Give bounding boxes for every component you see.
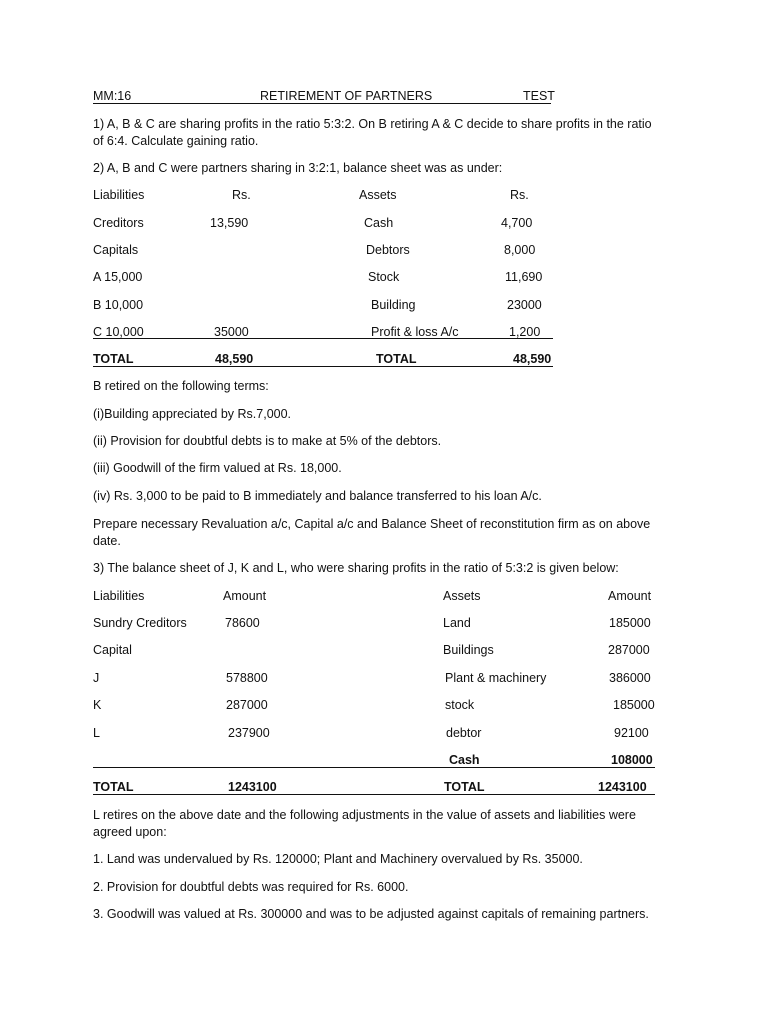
q3-row-amount: 287000 [226,698,268,712]
q2-row-asset: Profit & loss A/c [371,325,459,339]
q2-row-asset-amount: 8,000 [504,243,536,257]
q3-row-asset: Buildings [443,643,494,657]
q2-term: (iv) Rs. 3,000 to be paid to B immediately and balance transferred to his loan A/c. [93,489,542,503]
q2-header-assets: Assets [359,188,397,202]
q2-total-label: TOTAL [93,352,134,366]
q3-adjustment: 2. Provision for doubtful debts was required for Rs. 6000. [93,880,409,894]
q3-total-label: TOTAL [93,780,134,794]
q3-subtotal-rule [93,767,655,768]
q2-term: (i)Building appreciated by Rs.7,000. [93,407,292,421]
q2-row-asset: Cash [364,216,394,230]
q3-row-asset: Land [443,616,471,630]
q3-row-asset-amount: 287000 [608,643,650,657]
q3-total-label-assets: TOTAL [444,780,485,794]
q2-subtotal-rule [93,338,553,339]
q3-row-asset-amount: 92100 [614,726,649,740]
q3-header-assets: Assets [443,589,481,603]
q3-row-liability: J [93,671,100,685]
q3-row-asset: stock [445,698,475,712]
q3-adjustment: 3. Goodwill was valued at Rs. 300000 and was to be adjusted against capitals of remaining partners. [93,907,649,921]
q2-row-liability: C 10,000 [93,325,144,339]
q3-row-asset: Plant & machinery [445,671,547,685]
header-underline [93,103,551,104]
q2-row-liability: B 10,000 [93,298,144,312]
test-label: TEST [523,89,555,103]
marks-label: MM:16 [93,89,132,103]
q2-total-amount-assets: 48,590 [513,352,552,366]
q3-adjustment: 1. Land was undervalued by Rs. 120000; Plant and Machinery overvalued by Rs. 35000. [93,852,583,866]
q2-row-asset-amount: 1,200 [509,325,541,339]
q3-retire-statement: L retires on the above date and the following adjustments in the value of assets and liabilities were agreed upon: [93,808,636,839]
q2-total-amount: 48,590 [215,352,254,366]
question-3-intro: 3) The balance sheet of J, K and L, who were sharing profits in the ratio of 5:3:2 is given below: [93,561,619,575]
q3-total-amount-assets: 1243100 [598,780,647,794]
q3-row-asset-amount: 386000 [609,671,651,685]
q2-row-amount: 13,590 [210,216,249,230]
q2-row-liability: Creditors [93,216,144,230]
q3-total-amount: 1243100 [228,780,277,794]
q2-total-rule [93,366,553,367]
q3-row-liability: K [93,698,102,712]
q3-row-asset-amount: 185000 [609,616,651,630]
q2-row-liability: Capitals [93,243,139,257]
q2-term: (ii) Provision for doubtful debts is to make at 5% of the debtors. [93,434,442,448]
q3-row-asset-amount: 108000 [611,753,653,767]
q2-header-rs1: Rs. [232,188,251,202]
question-1: 1) A, B & C are sharing profits in the ratio 5:3:2. On B retiring A & C decide to share profits in the ratio of 6:4. Calculate gaining ratio. [93,117,652,148]
q2-header-rs2: Rs. [510,188,529,202]
q3-row-liability: L [93,726,100,740]
q3-row-liability: Sundry Creditors [93,616,187,630]
q3-row-asset: Cash [449,753,480,767]
q3-header-liabilities: Liabilities [93,589,145,603]
q2-row-amount: 35000 [214,325,249,339]
q3-row-amount: 78600 [225,616,260,630]
q2-row-asset: Debtors [366,243,410,257]
q2-terms-intro: B retired on the following terms: [93,379,269,393]
q2-prepare-instruction: Prepare necessary Revaluation a/c, Capital a/c and Balance Sheet of reconstitution firm as on above date. [93,517,651,548]
question-2-intro: 2) A, B and C were partners sharing in 3:2:1, balance sheet was as under: [93,161,503,175]
q2-total-label-assets: TOTAL [376,352,417,366]
q3-header-amount2: Amount [608,589,652,603]
page-title: RETIREMENT OF PARTNERS [260,89,433,103]
q3-row-amount: 578800 [226,671,268,685]
q3-row-liability: Capital [93,643,132,657]
q2-row-asset-amount: 4,700 [501,216,533,230]
q2-row-asset-amount: 11,690 [505,270,543,284]
q2-row-asset: Building [371,298,416,312]
q3-row-amount: 237900 [228,726,270,740]
q3-header-amount1: Amount [223,589,267,603]
q2-row-asset: Stock [368,270,400,284]
q3-row-asset: debtor [446,726,482,740]
q2-term: (iii) Goodwill of the firm valued at Rs. 18,000. [93,461,342,475]
q3-row-asset-amount: 185000 [613,698,655,712]
q2-row-asset-amount: 23000 [507,298,542,312]
q2-row-liability: A 15,000 [93,270,143,284]
q2-header-liabilities: Liabilities [93,188,145,202]
q3-total-rule [93,794,655,795]
